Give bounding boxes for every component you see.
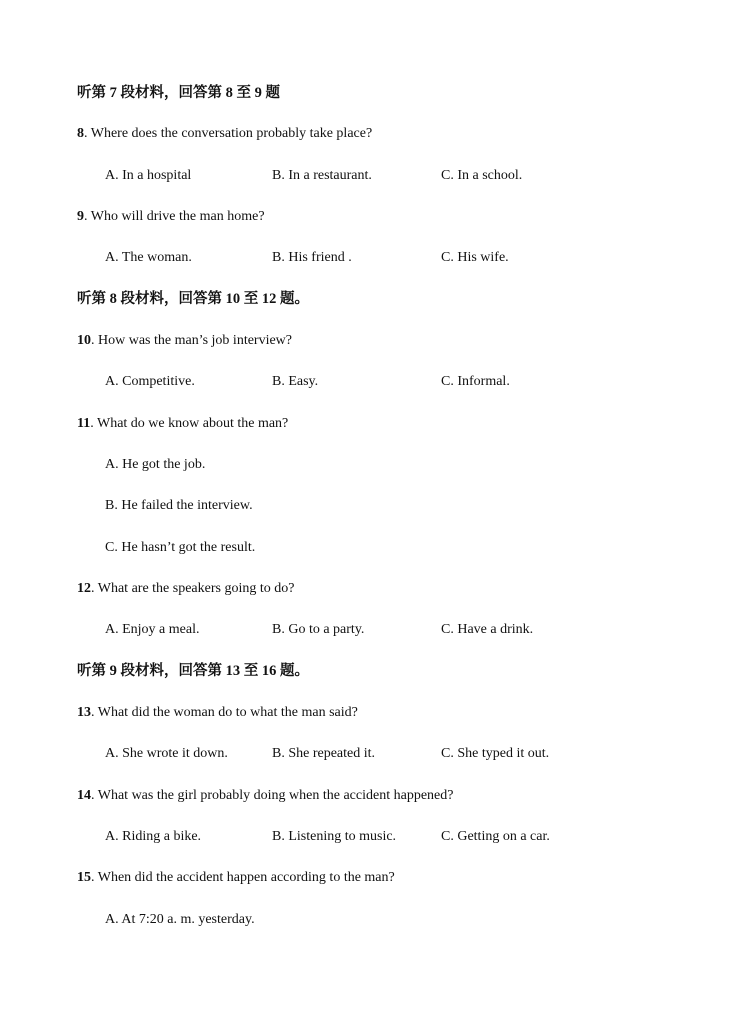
question-13 [77,704,358,722]
section-heading-9: 听第 9 段材料，回答第 13 至 16 题。 [77,663,309,679]
question-number: 11 [77,416,91,431]
option-13b: B. She repeated it. [272,746,376,761]
option-8b: B. In a restaurant. [272,168,372,183]
question-text: . What are the speakers going to do? [91,581,295,596]
question-text: . What do we know about the man? [90,416,289,431]
option-13a: A. She wrote it down. [105,746,228,761]
option-10b: B. Easy. [272,374,319,389]
option-9a: A. The woman. [105,250,192,265]
question-number: 9 [77,209,84,224]
question-10 [77,332,292,350]
option-12b: B. Go to a party. [272,622,365,637]
option-10a: A. Competitive. [105,374,195,389]
question-9 [77,208,265,226]
question-text: . How was the man’s job interview? [91,333,293,348]
option-10c: C. Informal. [441,374,510,389]
section-heading-7: 听第 7 段材料，回答第 8 至 9 题 [77,85,280,101]
question-number: 14 [77,788,91,803]
option-8c: C. In a school. [441,168,523,183]
question-number: 13 [77,705,91,720]
option-9c: C. His wife. [441,250,509,265]
question-15 [77,869,395,887]
question-number: 8 [77,126,84,141]
option-11c: C. He hasn’t got the result. [105,540,256,555]
option-13c: C. She typed it out. [441,746,550,761]
question-11 [77,415,288,433]
question-text: . When did the accident happen according to the man? [91,870,395,885]
option-14c: C. Getting on a car. [441,829,550,844]
question-text: . Who will drive the man home? [84,209,265,224]
option-14a: A. Riding a bike. [105,829,202,844]
question-number: 12 [77,581,91,596]
option-8a: A. In a hospital [105,168,192,183]
option-15a: A. At 7:20 a. m. yesterday. [105,912,255,927]
section-heading-8: 听第 8 段材料，回答第 10 至 12 题。 [77,291,309,307]
question-12 [77,580,294,598]
question-14 [77,787,453,805]
option-9b: B. His friend . [272,250,352,265]
option-11a: A. He got the job. [105,457,206,472]
option-12a: A. Enjoy a meal. [105,622,200,637]
question-text: . Where does the conversation probably take place? [84,126,373,141]
option-14b: B. Listening to music. [272,829,397,844]
option-12c: C. Have a drink. [441,622,534,637]
question-number: 10 [77,333,91,348]
question-8 [77,125,372,143]
option-11b: B. He failed the interview. [105,498,253,513]
question-text: . What did the woman do to what the man said? [91,705,358,720]
question-text: . What was the girl probably doing when the accident happened? [91,788,454,803]
question-number: 15 [77,870,91,885]
